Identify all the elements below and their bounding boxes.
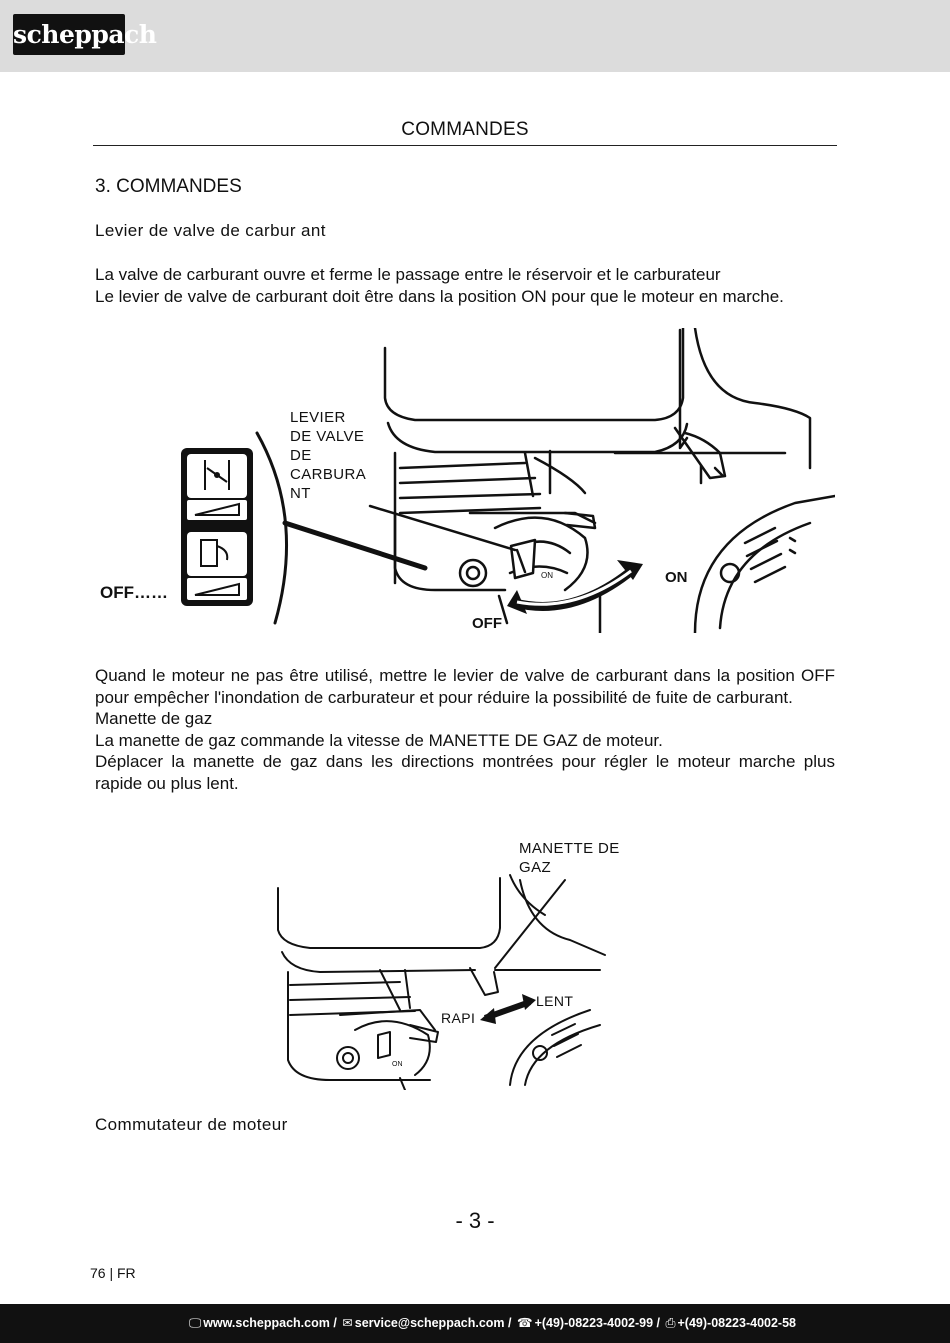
fuel-valve-heading: Levier de valve de carbur ant [95, 221, 326, 240]
throttle-callout [519, 839, 620, 877]
fast-label: RAPI [441, 1010, 476, 1026]
panel-off-label: OFF…… [100, 583, 168, 602]
section-heading: 3. COMMANDES [95, 176, 242, 197]
fuel-lever-callout [290, 408, 366, 503]
off-label: OFF [472, 615, 502, 632]
scheppach-logo: scheppach [13, 14, 125, 55]
para-line: Déplacer la manette de gaz dans les directions montrées pour régler le moteur marche plus rapide ou plus lent. [95, 752, 835, 793]
callout-line: NT [290, 485, 311, 502]
para-line: La manette de gaz commande la vitesse de MANETTE DE GAZ de moteur. [95, 730, 663, 750]
callout-line: DE VALVE [290, 428, 365, 445]
dial-on-text: ON [392, 1061, 403, 1068]
title-divider [93, 145, 837, 146]
throttle-figure [270, 860, 610, 1090]
footer-fax: +(49)-08223-4002-58 [677, 1316, 796, 1330]
callout-line: GAZ [519, 859, 552, 876]
fax-icon: ⎙ [665, 1316, 676, 1330]
callout-line: LEVIER [290, 409, 346, 426]
dial-on-text: ON [541, 571, 553, 580]
slow-label: LENT [536, 993, 574, 1009]
para-line: Manette de gaz [95, 709, 213, 728]
footer-website[interactable]: www.scheppach.com / [203, 1316, 337, 1330]
throttle-paragraph [95, 665, 835, 794]
fuel-valve-figure [95, 328, 835, 633]
footer-contact [187, 1304, 796, 1343]
footer-bar [0, 1304, 950, 1343]
page-title: COMMANDES [401, 119, 529, 140]
engine-switch-heading: Commutateur de moteur [95, 1115, 288, 1134]
callout-line: MANETTE DE [519, 840, 620, 857]
fuel-valve-paragraph [95, 264, 835, 307]
computer-icon: 🖵 [189, 1316, 202, 1330]
callout-line: CARBURA [290, 466, 367, 483]
para-line: Quand le moteur ne pas être utilisé, mettre le levier de valve de carburant dans la position OFF pour empêcher l'inondation de carburateur et pour réduire la possibilité de fuite de carburant. [95, 666, 835, 707]
header-bar [0, 0, 950, 72]
footer-phone: +(49)-08223-4002-99 / [534, 1316, 660, 1330]
telephone-icon: ☎ [516, 1316, 533, 1330]
callout-line: DE [290, 447, 312, 464]
on-label: ON [665, 569, 688, 586]
envelope-icon: ✉ [342, 1316, 353, 1330]
para-line: La valve de carburant ouvre et ferme le passage entre le réservoir et le carburateur [95, 265, 721, 284]
footer-email[interactable]: service@scheppach.com / [354, 1316, 512, 1330]
page-number: - 3 - [455, 1208, 495, 1233]
para-line: Le levier de valve de carburant doit être dans la position ON pour que le moteur en marche. [95, 286, 784, 306]
page-reference: 76 | FR [90, 1265, 136, 1281]
